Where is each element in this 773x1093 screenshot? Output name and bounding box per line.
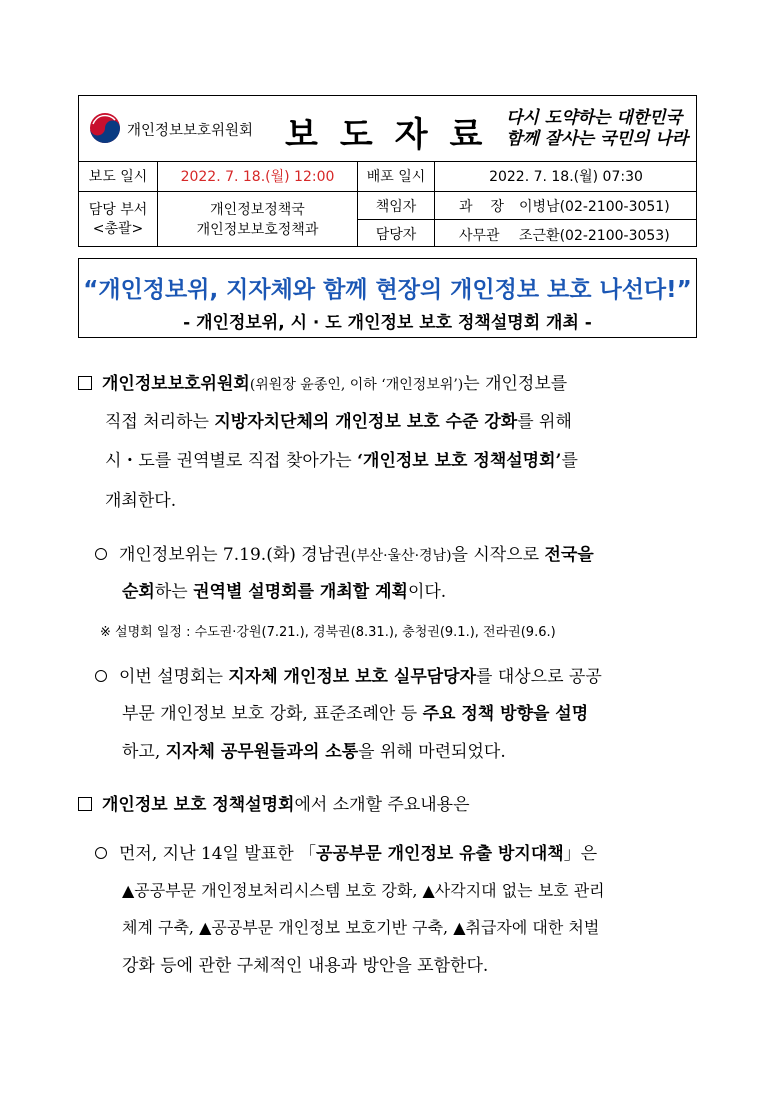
contact-label: 담당자 <box>375 227 417 243</box>
text: 는 개인정보를 <box>463 374 568 394</box>
manager-contact: 이병남(02-2100-3051) <box>519 199 670 215</box>
bold-text: 지자체 개인정보 보호 실무담당자 <box>228 667 477 687</box>
bullet-3-line-3: 체계 구축, ▲공공부문 개인정보 보호기반 구축, ▲취급자에 대한 처벌 <box>122 918 600 937</box>
bold-text: 개인정보보호위원회 <box>102 374 250 394</box>
square-bullet-icon <box>78 376 92 390</box>
press-header-table <box>78 95 697 247</box>
bureau-name: 개인정보정책국 <box>210 202 305 218</box>
bold-text: 지자체 공무원들과의 소통 <box>165 742 359 762</box>
bullet-3-line-1 <box>95 836 597 872</box>
paragraph-1-line-3 <box>105 443 578 479</box>
text: 이다. <box>407 582 447 602</box>
paragraph-1-line-2 <box>105 404 572 440</box>
text: 」은 <box>563 844 598 864</box>
distribution-label: 배포 일시 <box>366 169 426 185</box>
headline-box <box>78 258 697 338</box>
text: 을 위해 마련되었다. <box>358 742 506 762</box>
text: 하는 <box>154 582 194 602</box>
bold-text: 순회 <box>122 582 155 602</box>
slogan-line-1: 다시 도약하는 대한민국 <box>505 108 682 128</box>
government-slogan <box>505 108 688 150</box>
text: 에서 소개할 주요내용은 <box>294 795 470 815</box>
small-text: (부산·울산·경남) <box>350 548 452 564</box>
distribution-datetime: 2022. 7. 18.(월) 07:30 <box>489 169 643 185</box>
text: 를 대상으로 공공 <box>476 667 602 687</box>
release-datetime: 2022. 7. 18.(월) 12:00 <box>180 169 335 185</box>
bold-text: 개인정보 보호 정책설명회 <box>102 795 295 815</box>
headline-title: “개인정보위, 지자체와 함께 현장의 개인정보 보호 나선다!” <box>83 277 692 303</box>
bold-text: ‘개인정보 보호 정책설명회’ <box>357 451 562 471</box>
bullet-3-line-2: ▲공공부문 개인정보처리시스템 보호 강화, ▲사각지대 없는 보호 관리 <box>122 881 605 900</box>
text: 직접 처리하는 <box>105 412 215 432</box>
text: 를 <box>561 451 578 471</box>
text: 시・도를 권역별로 직접 찾아가는 <box>105 451 358 471</box>
bullet-2-line-1 <box>95 659 602 695</box>
bullet-1-line-1 <box>95 537 594 574</box>
small-text: (위원장 윤종인, 이하 ‘개인정보위’) <box>249 377 464 393</box>
division-name: 개인정보보호정책과 <box>196 222 319 238</box>
bullet-1-line-2 <box>122 574 446 610</box>
contact-person: 조근환(02-2100-3053) <box>519 228 670 244</box>
text: 를 위해 <box>517 412 572 432</box>
taegeuk-icon <box>89 112 121 144</box>
release-label: 보도 일시 <box>88 169 148 185</box>
manager-title: 과 장 <box>459 199 504 215</box>
square-bullet-icon <box>78 797 92 811</box>
bold-text: 전국을 <box>544 545 594 565</box>
department-label <box>79 192 157 248</box>
text: 부문 개인정보 보호 강화, 표준조례안 등 <box>122 704 423 724</box>
slogan-line-2: 함께 잘사는 국민의 나라 <box>506 129 688 149</box>
bullet-2-line-2 <box>122 696 588 732</box>
org-name: 개인정보보호위원회 <box>127 123 254 139</box>
department-label-line: <총괄> <box>92 221 144 237</box>
text: 이번 설명회는 <box>119 667 229 687</box>
department-value <box>158 192 357 248</box>
commission-logo <box>89 112 121 148</box>
contact-title: 사무관 <box>459 228 500 244</box>
headline-subtitle: - 개인정보위, 시 · 도 개인정보 보호 정책설명회 개최 - <box>183 313 592 333</box>
document-title: 보도자료 <box>285 115 505 155</box>
department-label-line: 담당 부서 <box>88 202 148 218</box>
paragraph-1-line-1 <box>78 366 567 403</box>
bullet-2-line-3 <box>122 734 506 770</box>
circle-bullet-icon <box>95 670 107 682</box>
manager-label: 책임자 <box>375 198 417 215</box>
text: 하고, <box>122 742 166 762</box>
bold-text: 지방자치단체의 개인정보 보호 수준 강화 <box>214 412 518 432</box>
text: 먼저, 지난 14일 발표한 「 <box>119 844 317 864</box>
bold-text: 주요 정책 방향을 설명 <box>422 704 589 724</box>
text: 을 시작으로 <box>451 545 545 565</box>
schedule-note: ※ 설명회 일정 : 수도권·강원(7.21.), 경북권(8.31.), 충청권(9.1.), 전라권(9.6.) <box>100 625 556 640</box>
paragraph-2 <box>78 787 470 823</box>
circle-bullet-icon <box>95 847 107 859</box>
paragraph-1-line-4: 개최한다. <box>105 491 177 511</box>
text: 개인정보위는 7.19.(화) 경남권 <box>119 545 351 565</box>
bold-text: 권역별 설명회를 개최할 계획 <box>193 582 408 602</box>
bullet-3-line-4: 강화 등에 관한 구체적인 내용과 방안을 포함한다. <box>122 956 489 976</box>
circle-bullet-icon <box>95 548 107 560</box>
bold-text: 공공부문 개인정보 유출 방지대책 <box>316 844 564 864</box>
